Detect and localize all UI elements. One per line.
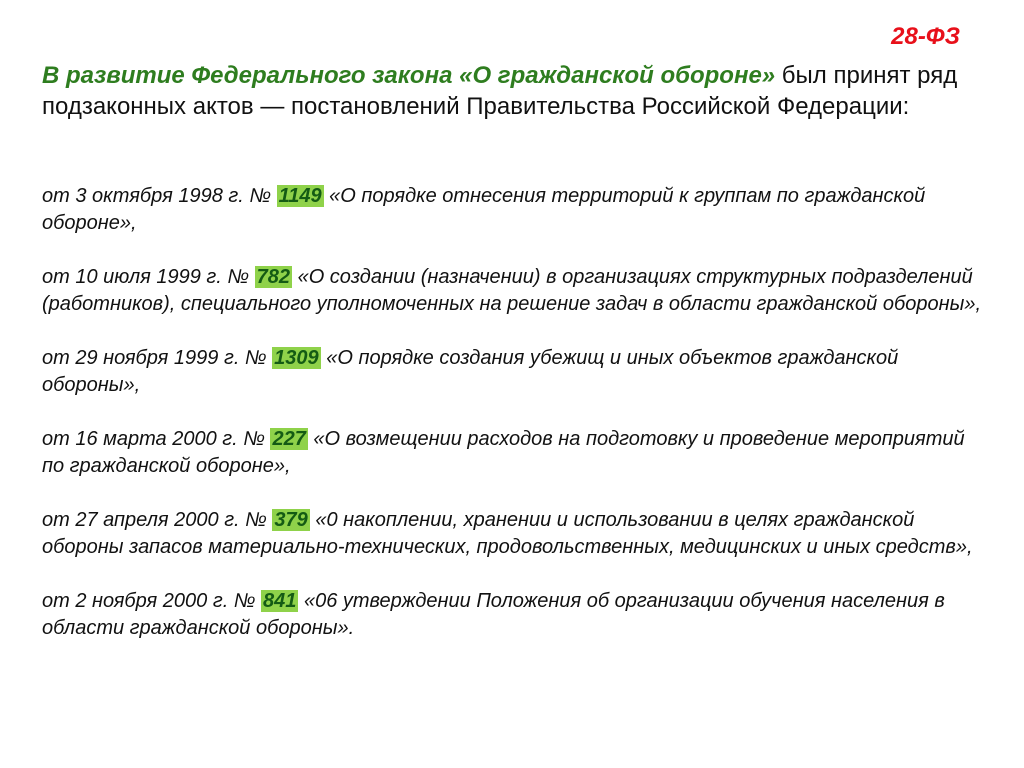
- act-title: «О порядке создания убежищ и иных объектов гражданской обороны»,: [42, 347, 899, 396]
- act-title: «06 утверждении Положения об организации обучения населения в области гражданской обороны».: [42, 590, 945, 639]
- act-title: «О возмещении расходов на подготовку и проведение мероприятий по гражданской обороне»,: [42, 428, 965, 477]
- act-number: 1149: [278, 185, 322, 207]
- act-title: «О создании (назначении) в организациях структурных подразделений (работников), специального уполномоченных на решение задач в области гражданской обороны»,: [42, 266, 981, 315]
- act-date: от 3 октября 1998 г. №: [42, 185, 277, 207]
- act-date: от 27 апреля 2000 г. №: [42, 509, 273, 531]
- law-tag: 28-ФЗ: [891, 23, 960, 50]
- acts-list: [42, 183, 987, 669]
- act-date: от 16 марта 2000 г. №: [42, 428, 271, 450]
- act-date: от 10 июля 1999 г. №: [42, 266, 255, 288]
- act-item: [42, 345, 987, 399]
- act-number: 782: [256, 266, 291, 288]
- act-number: 379: [274, 509, 308, 531]
- act-number: 227: [272, 428, 306, 450]
- act-item: [42, 183, 987, 237]
- intro-rest: был принят ряд подзаконных актов — постановлений Правительства Российской Федерации:: [42, 62, 958, 120]
- act-item: [42, 507, 987, 561]
- act-item: [42, 264, 987, 318]
- law-name: В развитие Федерального закона «О гражданской обороне»: [42, 62, 776, 89]
- act-title: «О порядке отнесения территорий к группам по гражданской обороне»,: [42, 185, 926, 234]
- intro-paragraph: [42, 60, 987, 122]
- act-date: от 2 ноября 2000 г. №: [42, 590, 262, 612]
- act-number: 1309: [274, 347, 319, 369]
- act-item: [42, 426, 987, 480]
- act-date: от 29 ноября 1999 г. №: [42, 347, 273, 369]
- act-item: [42, 588, 987, 642]
- act-number: 841: [263, 590, 297, 612]
- act-title: «0 накоплении, хранении и использовании в целях гражданской обороны запасов материально-технических, продовольственных, медицинских и иных средств»,: [42, 509, 973, 558]
